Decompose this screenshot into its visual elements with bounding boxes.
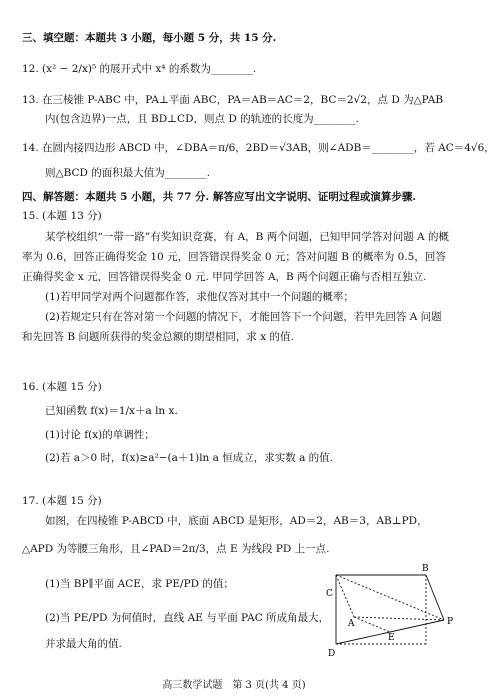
question-15-part1: (1)若甲同学对两个问题都作答，求他仅答对其中一个问题的概率； [45, 291, 354, 303]
question-13-line1: 13. 在三棱锥 P-ABC 中，PA⊥平面 ABC，PA＝AB＝AC＝2，BC＝2√2，点 D 为△PAB [22, 94, 444, 106]
question-16-line1: 已知函数 f(x)＝1/x＋a ln x. [45, 405, 178, 417]
question-15-part2-line2: 和先回答 B 问题所获得的奖金总额的期望相同，求 x 的值. [22, 331, 294, 343]
figure-label-e: E [388, 633, 395, 643]
question-16-part2: (2)若 a＞0 时，f(x)≥a²−(a＋1)ln a 恒成立，求实数 a 的值. [45, 452, 334, 464]
figure-label-b: B [422, 564, 429, 574]
figure-label-d: D [328, 649, 336, 659]
question-17-part1: (1)当 BP∥平面 ACE，求 PE/PD 的值； [45, 578, 234, 590]
question-14-line2: 则△BCD 的面积最大值为________. [45, 167, 211, 179]
question-15-part2-line1: (2)若规定只有在答对第一个问题的情况下，才能回答下一个问题，若甲先回答 A 问题 [45, 311, 442, 323]
question-15-head: 15. (本题 13 分) [22, 210, 102, 222]
question-17-line2: △APD 为等腰三角形，且∠PAD＝2π/3，点 E 为线段 PD 上一点. [22, 543, 330, 555]
question-16-part1: (1)讨论 f(x)的单调性； [45, 429, 155, 441]
question-14-line1: 14. 在圆内接四边形 ABCD 中，∠DBA＝π/6，2BD＝√3AB，则∠ADB＝________，若 AC＝4√6， [22, 142, 495, 154]
figure-label-p: P [447, 617, 454, 627]
question-17-part2-line1: (2)当 PE/PD 为何值时，直线 AE 与平面 PAC 所成角最大， [45, 612, 330, 624]
question-15-line3: 正确得奖金 x 元，回答错误得奖金 0 元. 甲同学回答 A，B 两个问题正确与否相互独立. [22, 271, 427, 283]
question-16-head: 16. (本题 15 分) [22, 381, 102, 393]
figure-label-a: A [348, 619, 355, 629]
question-15-line1: 某学校组织“一带一路”有奖知识竞赛，有 A，B 两个问题，已知甲同学答对问题 A 的概 [45, 231, 449, 243]
question-13-line2: 内(包含边界)一点，且 BD⊥CD，则点 D 的轨迹的长度为________. [45, 113, 359, 125]
question-17-head: 17. (本题 15 分) [22, 495, 102, 507]
question-17-part2-line2: 并求最大角的值. [45, 638, 122, 650]
question-17-line1: 如图，在四棱锥 P-ABCD 中，底面 ABCD 是矩形，AD＝2，AB＝3，AB⊥PD， [45, 515, 428, 527]
page-footer: 高三数学试题 第 3 页(共 4 页) [162, 680, 306, 691]
question-15-line2: 率为 0.6，回答正确得奖金 10 元，回答错误得奖金 0 元；答对问题 B 的概率为 0.5，回答 [22, 251, 446, 263]
question-12: 12. (x² − 2/x)⁵ 的展开式中 x⁴ 的系数为________. [22, 63, 257, 75]
section4-title: 四、解答题：本题共 5 小题，共 77 分. 解答应写出文字说明、证明过程或演算步骤. [22, 191, 417, 203]
figure-label-c: C [326, 589, 333, 599]
section3-title: 三、填空题：本题共 3 小题，每小题 5 分，共 15 分. [22, 32, 277, 44]
pyramid-figure [318, 564, 458, 664]
